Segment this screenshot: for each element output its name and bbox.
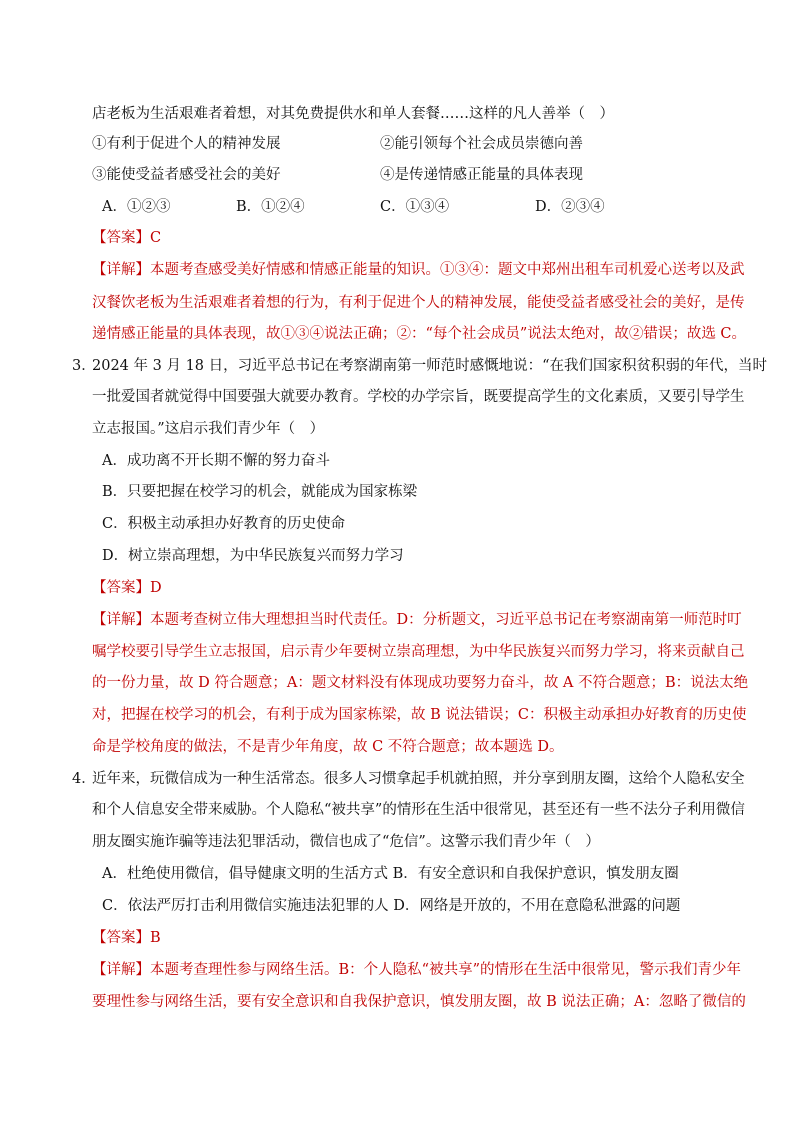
q3-stem-line-2: 一批爱国者就觉得中国要强大就要办教育。学校的办学宗旨，既要提高学生的文化素质，又要引导学生	[92, 389, 745, 405]
answer-label: 【答案】	[92, 230, 150, 246]
q2-choice-b: B．①②④	[236, 199, 305, 215]
q3-analysis-line-1: 【详解】本题考查树立伟大理想担当时代责任。D：分析题文，习近平总书记在考察湖南第一师范时叮	[92, 612, 742, 628]
q2-item-1: ①有利于促进个人的精神发展	[92, 136, 281, 152]
q2-item-2: ②能引领每个社会成员崇德向善	[380, 136, 583, 152]
q3-answer	[92, 578, 162, 598]
q3-analysis-line-2: 嘱学校要引导学生立志报国，启示青少年要树立崇高理想，为中华民族复兴而努力学习，将来贡献自己	[92, 644, 745, 660]
q3-stem-line-1: 2024 年 3 月 18 日，习近平总书记在考察湖南第一师范时感慨地说：“在我们国家积贫积弱的年代，当时	[92, 358, 768, 374]
analysis-label: 【详解】	[92, 962, 150, 978]
q3-stem-line-3: 立志报国。”这启示我们青少年（ ）	[92, 421, 325, 437]
answer-value: C	[150, 230, 162, 246]
q4-choices-row-1: A．杜绝使用微信，倡导健康文明的生活方式 B．有安全意识和自我保护意识，慎发朋友圈	[102, 866, 679, 882]
q3-analysis-line-5: 命是学校角度的做法，不是青少年角度，故 C 不符合题意；故本题选 D。	[92, 739, 564, 755]
q4-stem-line-1: 近年来，玩微信成为一种生活常态。很多人习惯拿起手机就拍照，并分享到朋友圈，这给个人隐私安全	[92, 771, 745, 787]
q4-number: 4．	[72, 771, 96, 787]
q2-analysis-line-2: 汉餐饮老板为生活艰难者着想的行为，有利于促进个人的精神发展，能使受益者感受社会的美好，是传	[92, 295, 745, 311]
q3-analysis-line-4: 对，把握在校学习的机会，有利于成为国家栋梁，故 B 说法错误；C：积极主动承担办好教育的历史使	[92, 707, 747, 723]
q4-choices-row-2: C．依法严厉打击利用微信实施违法犯罪的人 D．网络是开放的，不用在意隐私泄露的问题	[102, 898, 681, 914]
q2-choice-c: C．①③④	[380, 199, 450, 215]
q4-stem-line-2: 和个人信息安全带来威胁。个人隐私“被共享”的情形在生活中很常见，甚至还有一些不法分子利用微信	[92, 802, 745, 818]
q3-choice-d: D．树立崇高理想，为中华民族复兴而努力学习	[102, 548, 404, 564]
analysis-label: 【详解】	[92, 262, 150, 278]
q4-answer	[92, 928, 161, 948]
answer-value: B	[150, 930, 161, 946]
analysis-label: 【详解】	[92, 612, 150, 628]
q3-choice-b: B．只要把握在校学习的机会，就能成为国家栋梁	[102, 484, 418, 500]
q3-choice-c: C．积极主动承担办好教育的历史使命	[102, 516, 346, 532]
q2-analysis-line-3: 递情感正能量的具体表现，故①③④说法正确；②：“每个社会成员”说法太绝对，故②错误；故选 C。	[92, 326, 747, 342]
q2-stem: 店老板为生活艰难者着想，对其免费提供水和单人套餐……这样的凡人善举（ ）	[92, 106, 614, 122]
q3-choice-a: A．成功离不开长期不懈的努力奋斗	[102, 453, 330, 469]
q4-stem-line-3: 朋友圈实施诈骗等违法犯罪活动，微信也成了“危信”。这警示我们青少年（ ）	[92, 834, 600, 850]
q3-number: 3．	[72, 358, 96, 374]
q4-analysis-line-2: 要理性参与网络生活，要有安全意识和自我保护意识，慎发朋友圈，故 B 说法正确；A：忽略了微信的	[92, 994, 746, 1010]
q2-item-3: ③能使受益者感受社会的美好	[92, 167, 281, 183]
q2-answer	[92, 228, 161, 248]
q2-choice-a: A．①②③	[102, 199, 171, 215]
q4-analysis-line-1: 【详解】本题考查理性参与网络生活。B：个人隐私“被共享”的情形在生活中很常见，警示我们青少年	[92, 962, 741, 978]
answer-label: 【答案】	[92, 580, 150, 596]
answer-label: 【答案】	[92, 930, 150, 946]
q3-analysis-line-3: 的一份力量，故 D 符合题意；A：题文材料没有体现成功要努力奋斗，故 A 不符合题意；B：说法太绝	[92, 675, 749, 691]
q2-choice-d: D．②③④	[535, 199, 605, 215]
answer-value: D	[150, 580, 162, 596]
q2-analysis-line-1: 【详解】本题考查感受美好情感和情感正能量的知识。①③④：题文中郑州出租车司机爱心送考以及武	[92, 262, 745, 278]
q2-item-4: ④是传递情感正能量的具体表现	[380, 167, 583, 183]
